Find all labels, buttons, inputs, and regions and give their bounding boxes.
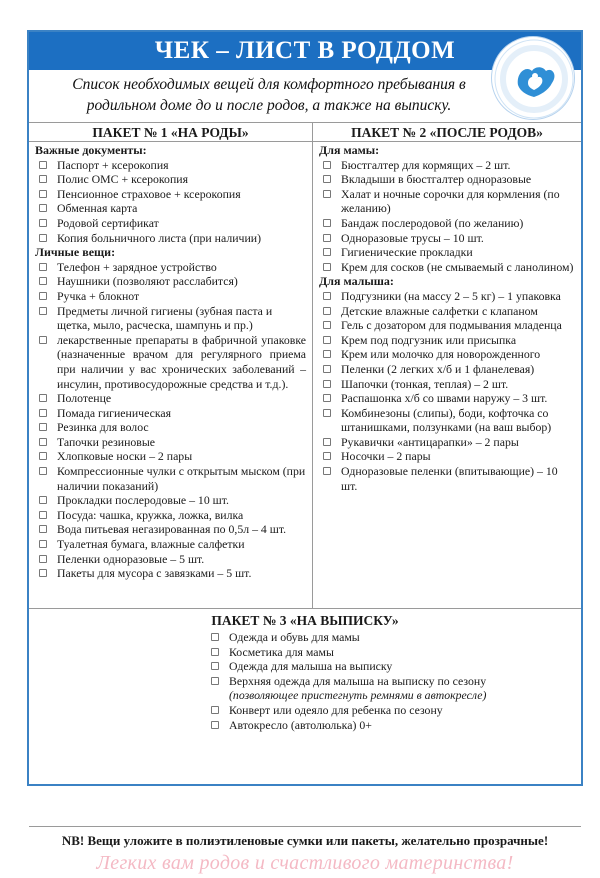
checklist-item: [35, 289, 306, 304]
checklist: [319, 158, 575, 275]
checklist-item: [319, 377, 575, 392]
package-3-list: [207, 630, 507, 732]
checklist-item-text: Паспорт + ксерокопия: [57, 157, 169, 172]
checkbox-icon[interactable]: [323, 263, 331, 271]
packages-grid: [29, 122, 581, 874]
checkbox-icon[interactable]: [323, 175, 331, 183]
checklist-item: [207, 718, 507, 733]
checklist-item: [319, 318, 575, 333]
checklist-item-text: Верхняя одежда для малыша на выписку по сезону: [229, 673, 487, 688]
checklist-item: [319, 231, 575, 246]
checklist-item-text: Детские влажные салфетки с клапаном: [341, 303, 538, 318]
checkbox-icon[interactable]: [39, 555, 47, 563]
checklist-item-text: Гигиенические прокладки: [341, 245, 473, 260]
checklist-item-text: Пакеты для мусора с завязками – 5 шт.: [57, 566, 252, 581]
checkbox-icon[interactable]: [323, 438, 331, 446]
checklist-item: [35, 508, 306, 523]
mother-child-logo-icon: [491, 36, 575, 120]
checkbox-icon[interactable]: [323, 336, 331, 344]
closing-wish: Легких вам родов и счастливого материнства!: [96, 852, 514, 874]
checkbox-icon[interactable]: [323, 467, 331, 475]
checklist-item: [319, 304, 575, 319]
checklist-item-text: Резинка для волос: [57, 420, 149, 435]
checkbox-icon[interactable]: [211, 662, 219, 670]
checklist-item-text: Вода питьевая негазированная по 0,5л – 4 шт.: [57, 522, 287, 537]
checklist-item: [35, 464, 306, 493]
checklist-item: [319, 172, 575, 187]
checkbox-icon[interactable]: [39, 511, 47, 519]
checklist-item-text: лекарственные препараты в фабричной упаковке (назначенные врачом для регулярного приема при наличии у вас хронических заболеваний – инсулин, противосудорожные средства и т.д.).: [57, 332, 306, 391]
checklist-item-text: Компрессионные чулки с открытым мыском (при наличии показаний): [57, 464, 306, 493]
checkbox-icon[interactable]: [39, 190, 47, 198]
checklist-item-text: Телефон + зарядное устройство: [57, 259, 217, 274]
checkbox-icon[interactable]: [39, 569, 47, 577]
checkbox-icon[interactable]: [323, 321, 331, 329]
checkbox-icon[interactable]: [211, 648, 219, 656]
package-1-heading: ПАКЕТ № 1 «НА РОДЫ»: [29, 123, 312, 142]
checklist-item: [207, 674, 507, 703]
checkbox-icon[interactable]: [39, 219, 47, 227]
package-2-body: [313, 142, 581, 493]
checklist-item: [35, 391, 306, 406]
checklist-item-text: Шапочки (тонкая, теплая) – 2 шт.: [341, 376, 509, 391]
checklist-item: [319, 187, 575, 216]
checklist-item: [35, 420, 306, 435]
checklist-item: [35, 493, 306, 508]
checklist-item-text: Комбинезоны (слипы), боди, кофточка со штанишками, ползунками (на ваш выбор): [341, 405, 552, 435]
checklist-item: [319, 245, 575, 260]
checklist-item: [35, 566, 306, 581]
checklist-item: [319, 435, 575, 450]
checklist-item-text: Распашонка х/б со швами наружу – 3 шт.: [341, 391, 548, 406]
checklist-item-text: Гель с дозатором для подмывания младенца: [341, 318, 562, 333]
checklist-item-text: Бюстгалтер для кормящих – 2 шт.: [341, 157, 511, 172]
checklist-item-text: Туалетная бумага, влажные салфетки: [57, 537, 245, 552]
checklist-item-text: Ручка + блокнот: [57, 288, 140, 303]
checkbox-icon[interactable]: [39, 438, 47, 446]
checklist-item-text: Бандаж послеродовой (по желанию): [341, 215, 524, 230]
checklist-item: [207, 659, 507, 674]
checkbox-icon[interactable]: [39, 452, 47, 460]
checkbox-icon[interactable]: [211, 677, 219, 685]
checkbox-icon[interactable]: [323, 219, 331, 227]
checkbox-icon[interactable]: [323, 292, 331, 300]
checklist-item-text: Рукавички «антицарапки» – 2 пары: [341, 434, 519, 449]
checkbox-icon[interactable]: [39, 263, 47, 271]
checkbox-icon[interactable]: [323, 350, 331, 358]
nb-note: NB! Вещи уложите в полиэтиленовые сумки или пакеты, желательно прозрачные!: [29, 826, 581, 850]
checklist-item-text: Прокладки послеродовые – 10 шт.: [57, 493, 229, 508]
checklist-item-text: Крем или молочко для новорожденного: [341, 347, 541, 362]
checkbox-icon[interactable]: [211, 721, 219, 729]
checklist-item-text: Хлопковые носки – 2 пары: [57, 449, 193, 464]
checklist-item: [35, 449, 306, 464]
checklist-item-text: Подгузники (на массу 2 – 5 кг) – 1 упаковка: [341, 288, 561, 303]
checkbox-icon[interactable]: [39, 467, 47, 475]
checkbox-icon[interactable]: [39, 307, 47, 315]
checklist-item: [35, 435, 306, 450]
checklist-item: [319, 289, 575, 304]
checkbox-icon[interactable]: [39, 175, 47, 183]
checklist-item-text: Крем для сосков (не смываемый с ланолином): [341, 259, 574, 274]
package-2-column: [313, 123, 581, 608]
checklist-item: [207, 630, 507, 645]
checklist-item: [319, 449, 575, 464]
checklist-item: [319, 362, 575, 377]
checklist-item-note: (позволяющее пристегнуть ремнями в автокресле): [229, 688, 487, 703]
logo-graphic: [492, 37, 576, 121]
section-title: Важные документы:: [35, 143, 147, 157]
checklist-item: [319, 333, 575, 348]
checkbox-icon[interactable]: [323, 161, 331, 169]
checklist-item-text: Полотенце: [57, 391, 112, 406]
checklist-item-text: Одежда для малыша на выписку: [229, 659, 393, 674]
checklist-item-text: Крем под подгузник или присыпка: [341, 332, 517, 347]
checklist-item-text: Носочки – 2 пары: [341, 449, 431, 464]
checklist-item: [35, 231, 306, 246]
package-1-column: [29, 123, 313, 608]
checklist-item: [35, 201, 306, 216]
checklist-item: [35, 552, 306, 567]
checklist: [35, 260, 306, 581]
checklist-item: [35, 406, 306, 421]
page-title: ЧЕК – ЛИСТ В РОДДОМ: [29, 32, 581, 70]
checkbox-icon[interactable]: [323, 452, 331, 460]
checklist-item-text: Посуда: чашка, кружка, ложка, вилка: [57, 507, 244, 522]
checkbox-icon[interactable]: [39, 409, 47, 417]
checkbox-icon[interactable]: [39, 496, 47, 504]
checkbox-icon[interactable]: [39, 234, 47, 242]
section-title: Для малыша:: [319, 274, 394, 289]
checklist-item-text: Пенсионное страховое + ксерокопия: [57, 186, 241, 201]
checkbox-icon[interactable]: [323, 380, 331, 388]
checklist-item: [319, 347, 575, 362]
checkbox-icon[interactable]: [39, 423, 47, 431]
checklist-item-text: Обменная карта: [57, 201, 138, 216]
checkbox-icon[interactable]: [323, 248, 331, 256]
checklist: [35, 158, 306, 246]
checklist: [319, 289, 575, 493]
checklist-item-text: Предметы личной гигиены (зубная паста и щетка, мыло, расческа, шампунь и пр.): [57, 303, 273, 333]
checklist-item-text: Помада гигиеническая: [57, 405, 172, 420]
checklist-item-text: Тапочки резиновые: [57, 434, 156, 449]
checkbox-icon[interactable]: [323, 394, 331, 402]
checklist-item: [319, 406, 575, 435]
checklist-item: [207, 645, 507, 660]
checkbox-icon[interactable]: [323, 190, 331, 198]
checklist-item-text: Полис ОМС + ксерокопия: [57, 172, 189, 187]
section-title: Для мамы:: [319, 143, 380, 157]
checklist-item-text: Вкладыши в бюстгалтер одноразовые: [341, 172, 532, 187]
checklist-item: [319, 216, 575, 231]
section-title: Личные вещи:: [35, 245, 116, 260]
package-1-body: [29, 142, 312, 581]
checklist-item: [35, 522, 306, 537]
intro-text: Список необходимых вещей для комфортного пребывания в родильном доме до и после родов, а также на выписку.: [72, 76, 466, 114]
checklist-item: [35, 172, 306, 187]
checklist-item-text: Одноразовые пеленки (впитывающие) – 10 шт.: [341, 464, 558, 493]
checkbox-icon[interactable]: [211, 706, 219, 714]
checklist-item: [207, 703, 507, 718]
checkbox-icon[interactable]: [39, 204, 47, 212]
checklist-item-text: Пеленки одноразовые – 5 шт.: [57, 551, 205, 566]
checklist-item-text: Одежда и обувь для мамы: [229, 630, 360, 644]
checkbox-icon[interactable]: [323, 365, 331, 373]
checklist-frame: [27, 30, 583, 874]
package-3-section: [29, 608, 581, 751]
checklist-item: [319, 158, 575, 173]
checkbox-icon[interactable]: [39, 292, 47, 300]
checklist-item-text: Халат и ночные сорочки для кормления (по желанию): [341, 186, 560, 216]
checklist-item-text: Косметика для мамы: [229, 644, 334, 659]
checklist-item: [35, 260, 306, 275]
checkbox-icon[interactable]: [39, 336, 47, 344]
checklist-item-text: Одноразовые трусы – 10 шт.: [341, 230, 484, 245]
checkbox-icon[interactable]: [323, 234, 331, 242]
checkbox-icon[interactable]: [211, 633, 219, 641]
checklist-item: [319, 391, 575, 406]
checklist-item: [35, 537, 306, 552]
checkbox-icon[interactable]: [323, 307, 331, 315]
checklist-item: [35, 274, 306, 289]
checkbox-icon[interactable]: [39, 161, 47, 169]
checklist-item-text: Наушники (позволяют расслабится): [57, 274, 238, 289]
checklist-item-text: Копия больничного листа (при наличии): [57, 230, 262, 245]
checklist-item: [35, 158, 306, 173]
checklist-item: [35, 333, 306, 391]
checklist-item: [35, 304, 306, 333]
checklist-item: [319, 260, 575, 275]
checkbox-icon[interactable]: [323, 409, 331, 417]
checkbox-icon[interactable]: [39, 277, 47, 285]
checkbox-icon[interactable]: [39, 394, 47, 402]
checklist-item: [35, 187, 306, 202]
checklist-item-text: Автокресло (автолюлька) 0+: [229, 717, 372, 732]
package-2-heading: ПАКЕТ № 2 «ПОСЛЕ РОДОВ»: [313, 123, 581, 142]
checklist-item-text: Конверт или одеяло для ребенка по сезону: [229, 702, 443, 717]
checklist-item: [319, 464, 575, 493]
checkbox-icon[interactable]: [39, 525, 47, 533]
checklist-item-text: Родовой сертификат: [57, 215, 159, 230]
checklist-item: [35, 216, 306, 231]
checklist-item-text: Пеленки (2 легких х/б и 1 фланелевая): [341, 361, 535, 376]
checkbox-icon[interactable]: [39, 540, 47, 548]
package-3-heading: ПАКЕТ № 3 «НА ВЫПИСКУ»: [211, 613, 399, 628]
